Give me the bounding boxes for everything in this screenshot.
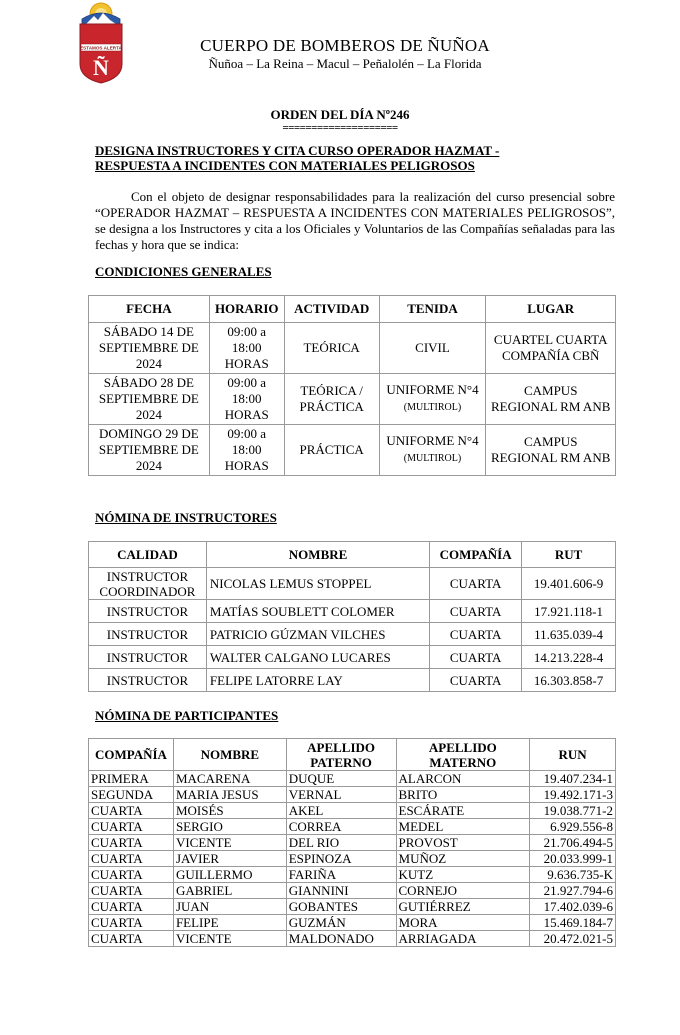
participants-heading: NÓMINA DE PARTICIPANTES <box>95 708 279 723</box>
cell-compania: CUARTA <box>430 623 522 646</box>
table-row <box>89 883 616 899</box>
cell-compania: CUARTA <box>430 568 522 600</box>
cell-horario: 09:00 a 18:00 HORAS <box>209 374 284 425</box>
cell-materno: ARRIAGADA <box>396 931 530 947</box>
cell-paterno: GIANNINI <box>286 883 396 899</box>
cell-compania: CUARTA <box>89 835 174 851</box>
cell-compania: CUARTA <box>89 931 174 947</box>
table-row <box>89 915 616 931</box>
cell-compania: CUARTA <box>89 803 174 819</box>
table-row <box>89 323 616 374</box>
column-header: APELLIDO PATERNO <box>286 739 396 771</box>
cell-nombre: PATRICIO GÚZMAN VILCHES <box>206 623 429 646</box>
cell-run: 21.927.794-6 <box>530 883 616 899</box>
column-header: APELLIDO MATERNO <box>396 739 530 771</box>
cell-tenida <box>379 425 486 476</box>
table-row <box>89 646 616 669</box>
cell-materno: PROVOST <box>396 835 530 851</box>
cell-actividad: TEÓRICA <box>284 323 379 374</box>
cell-compania: CUARTA <box>430 646 522 669</box>
fire-department-crest-logo <box>76 2 126 84</box>
table-row <box>89 803 616 819</box>
cell-paterno: GUZMÁN <box>286 915 396 931</box>
cell-rut: 11.635.039-4 <box>522 623 616 646</box>
tenida-text: UNIFORME N°4 <box>386 433 479 448</box>
conditions-table <box>88 295 616 476</box>
cell-paterno: DUQUE <box>286 771 396 787</box>
table-row <box>89 851 616 867</box>
cell-run: 21.706.494-5 <box>530 835 616 851</box>
cell-materno: KUTZ <box>396 867 530 883</box>
cell-nombre: VICENTE <box>173 835 286 851</box>
cell-fecha: SÁBADO 14 DE SEPTIEMBRE DE 2024 <box>89 323 210 374</box>
cell-materno: GUTIÉRREZ <box>396 899 530 915</box>
cell-lugar: CAMPUS REGIONAL RM ANB <box>486 425 616 476</box>
cell-calidad: INSTRUCTOR <box>89 669 207 692</box>
column-header: CALIDAD <box>89 542 207 568</box>
table-row <box>89 374 616 425</box>
cell-nombre: WALTER CALGANO LUCARES <box>206 646 429 669</box>
cell-tenida <box>379 374 486 425</box>
tenida-note: (MULTIROL) <box>403 453 462 464</box>
table-row <box>89 899 616 915</box>
order-title: ORDEN DEL DÍA Nº246 <box>270 107 410 122</box>
cell-run: 19.038.771-2 <box>530 803 616 819</box>
cell-materno: BRITO <box>396 787 530 803</box>
cell-paterno: GOBANTES <box>286 899 396 915</box>
column-header: FECHA <box>89 296 210 323</box>
table-row <box>89 771 616 787</box>
table-row <box>89 623 616 646</box>
cell-paterno: ESPINOZA <box>286 851 396 867</box>
table-row <box>89 669 616 692</box>
cell-paterno: CORREA <box>286 819 396 835</box>
table-row <box>89 819 616 835</box>
cell-compania: CUARTA <box>430 600 522 623</box>
cell-paterno: AKEL <box>286 803 396 819</box>
cell-nombre: MATÍAS SOUBLETT COLOMER <box>206 600 429 623</box>
cell-nombre: FELIPE LATORRE LAY <box>206 669 429 692</box>
cell-compania: CUARTA <box>89 851 174 867</box>
cell-materno: ALARCON <box>396 771 530 787</box>
cell-compania: CUARTA <box>89 819 174 835</box>
cell-calidad: INSTRUCTOR <box>89 646 207 669</box>
column-header: NOMBRE <box>173 739 286 771</box>
cell-actividad: TEÓRICA / PRÁCTICA <box>284 374 379 425</box>
cell-compania: CUARTA <box>89 867 174 883</box>
participants-table <box>88 738 616 947</box>
cell-nombre: JUAN <box>173 899 286 915</box>
column-header: RUT <box>522 542 616 568</box>
cell-run: 20.033.999-1 <box>530 851 616 867</box>
subject-line: DESIGNA INSTRUCTORES Y CITA CURSO OPERADOR HAZMAT - <box>95 143 500 158</box>
column-header: ACTIVIDAD <box>284 296 379 323</box>
column-header: TENIDA <box>379 296 486 323</box>
cell-nombre: GABRIEL <box>173 883 286 899</box>
cell-paterno: DEL RIO <box>286 835 396 851</box>
conditions-heading: CONDICIONES GENERALES <box>95 264 272 279</box>
instructors-table <box>88 541 616 692</box>
cell-nombre: NICOLAS LEMUS STOPPEL <box>206 568 429 600</box>
cell-materno: CORNEJO <box>396 883 530 899</box>
cell-fecha: DOMINGO 29 DE SEPTIEMBRE DE 2024 <box>89 425 210 476</box>
cell-nombre: VICENTE <box>173 931 286 947</box>
cell-paterno: FARIÑA <box>286 867 396 883</box>
subject-line: RESPUESTA A INCIDENTES CON MATERIALES PELIGROSOS <box>95 158 475 173</box>
cell-actividad: PRÁCTICA <box>284 425 379 476</box>
table-row <box>89 600 616 623</box>
cell-run: 19.492.171-3 <box>530 787 616 803</box>
table-header-row <box>89 739 616 771</box>
cell-tenida <box>379 323 486 374</box>
cell-nombre: SERGIO <box>173 819 286 835</box>
cell-rut: 17.921.118-1 <box>522 600 616 623</box>
organization-name: CUERPO DE BOMBEROS DE ÑUÑOA <box>200 36 490 55</box>
table-header-row <box>89 296 616 323</box>
cell-compania: CUARTA <box>89 915 174 931</box>
cell-lugar: CAMPUS REGIONAL RM ANB <box>486 374 616 425</box>
table-row <box>89 568 616 600</box>
table-row <box>89 425 616 476</box>
cell-nombre: FELIPE <box>173 915 286 931</box>
cell-compania: CUARTA <box>430 669 522 692</box>
cell-nombre: MACARENA <box>173 771 286 787</box>
cell-run: 17.402.039-6 <box>530 899 616 915</box>
cell-fecha: SÁBADO 28 DE SEPTIEMBRE DE 2024 <box>89 374 210 425</box>
table-row <box>89 787 616 803</box>
column-header: RUN <box>530 739 616 771</box>
tenida-text: CIVIL <box>415 340 450 355</box>
cell-run: 9.636.735-K <box>530 867 616 883</box>
cell-materno: MUÑOZ <box>396 851 530 867</box>
table-header-row <box>89 542 616 568</box>
cell-materno: ESCÁRATE <box>396 803 530 819</box>
cell-rut: 16.303.858-7 <box>522 669 616 692</box>
logo-letter: Ñ <box>93 55 109 80</box>
cell-compania: CUARTA <box>89 899 174 915</box>
cell-nombre: JAVIER <box>173 851 286 867</box>
cell-calidad: INSTRUCTOR <box>89 623 207 646</box>
cell-calidad: INSTRUCTOR COORDINADOR <box>89 568 207 600</box>
organization-communes: Ñuñoa – La Reina – Macul – Peñalolén – La Florida <box>208 56 482 71</box>
cell-nombre: MOISÉS <box>173 803 286 819</box>
column-header: COMPAÑÍA <box>89 739 174 771</box>
column-header: HORARIO <box>209 296 284 323</box>
cell-horario: 09:00 a 18:00 HORAS <box>209 323 284 374</box>
order-title-rule: ==================== <box>282 122 398 134</box>
cell-compania: PRIMERA <box>89 771 174 787</box>
cell-run: 15.469.184-7 <box>530 915 616 931</box>
column-header: COMPAÑÍA <box>430 542 522 568</box>
order-subject <box>95 143 615 173</box>
cell-materno: MORA <box>396 915 530 931</box>
cell-materno: MEDEL <box>396 819 530 835</box>
cell-compania: CUARTA <box>89 883 174 899</box>
cell-rut: 19.401.606-9 <box>522 568 616 600</box>
intro-paragraph: Con el objeto de designar responsabilidades para la realización del curso presencial sobre “OPERADOR HAZMAT – RESPUESTA A INCIDENTES CON MATERIALES PELIGROSOS”, se designa a los Instructores y cita a los Oficiales y Voluntarios de las Compañías señaladas para las fechas y hora que se indica: <box>95 189 615 252</box>
cell-lugar: CUARTEL CUARTA COMPAÑÍA CBÑ <box>486 323 616 374</box>
cell-run: 20.472.021-5 <box>530 931 616 947</box>
cell-rut: 14.213.228-4 <box>522 646 616 669</box>
letterhead <box>150 36 540 72</box>
column-header: NOMBRE <box>206 542 429 568</box>
cell-nombre: GUILLERMO <box>173 867 286 883</box>
logo-banner-text: ESTAMOS ALERTA <box>80 45 122 51</box>
table-row <box>89 835 616 851</box>
cell-compania: SEGUNDA <box>89 787 174 803</box>
column-header: LUGAR <box>486 296 616 323</box>
tenida-text: UNIFORME N°4 <box>386 382 479 397</box>
cell-calidad: INSTRUCTOR <box>89 600 207 623</box>
cell-paterno: MALDONADO <box>286 931 396 947</box>
cell-paterno: VERNAL <box>286 787 396 803</box>
table-row <box>89 867 616 883</box>
cell-nombre: MARIA JESUS <box>173 787 286 803</box>
cell-run: 19.407.234-1 <box>530 771 616 787</box>
cell-run: 6.929.556-8 <box>530 819 616 835</box>
table-row <box>89 931 616 947</box>
instructors-heading: NÓMINA DE INSTRUCTORES <box>95 510 277 525</box>
cell-horario: 09:00 a 18:00 HORAS <box>209 425 284 476</box>
tenida-note: (MULTIROL) <box>403 402 462 413</box>
